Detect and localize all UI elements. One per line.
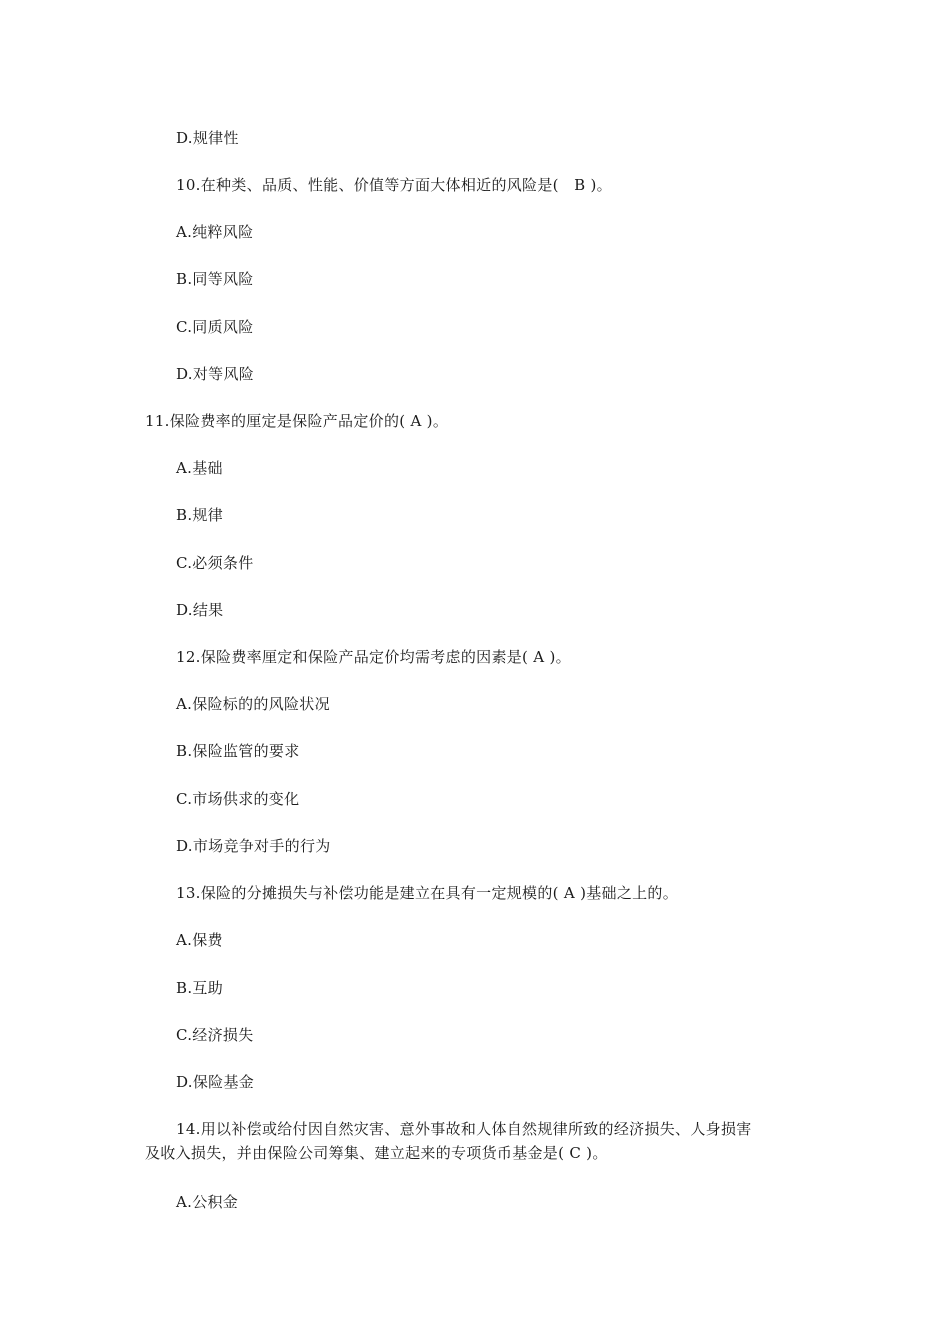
option-10-a: A.纯粹风险 — [176, 223, 254, 241]
option-12-c: C.市场供求的变化 — [176, 790, 300, 808]
option-12-d: D.市场竞争对手的行为 — [176, 837, 331, 855]
question-12: 12.保险费率厘定和保险产品定价均需考虑的因素是( A )。 — [176, 648, 571, 666]
question-13: 13.保险的分摊损失与补偿功能是建立在具有一定规模的( A )基础之上的。 — [176, 884, 679, 902]
option-11-a: A.基础 — [176, 459, 223, 477]
question-14-line-2: 及收入损失，并由保险公司筹集、建立起来的专项货币基金是( C )。 — [145, 1144, 608, 1162]
option-13-a: A.保费 — [176, 931, 223, 949]
option-13-b: B.互助 — [176, 979, 223, 997]
option-14-a: A.公积金 — [176, 1193, 239, 1211]
option-11-d: D.结果 — [176, 601, 224, 619]
question-10: 10.在种类、品质、性能、价值等方面大体相近的风险是( B )。 — [176, 176, 612, 194]
option-11-b: B.规律 — [176, 506, 223, 524]
question-11: 11.保险费率的厘定是保险产品定价的( A )。 — [145, 412, 449, 430]
option-12-a: A.保险标的的风险状况 — [176, 695, 330, 713]
option-9-d: D.规律性 — [176, 129, 239, 147]
option-10-c: C.同质风险 — [176, 318, 254, 336]
option-13-c: C.经济损失 — [176, 1026, 254, 1044]
option-13-d: D.保险基金 — [176, 1073, 255, 1091]
option-10-d: D.对等风险 — [176, 365, 255, 383]
question-14-line-1: 14.用以补偿或给付因自然灾害、意外事故和人体自然规律所致的经济损失、人身损害 — [176, 1120, 752, 1138]
option-11-c: C.必须条件 — [176, 554, 254, 572]
option-12-b: B.保险监管的要求 — [176, 742, 300, 760]
option-10-b: B.同等风险 — [176, 270, 254, 288]
